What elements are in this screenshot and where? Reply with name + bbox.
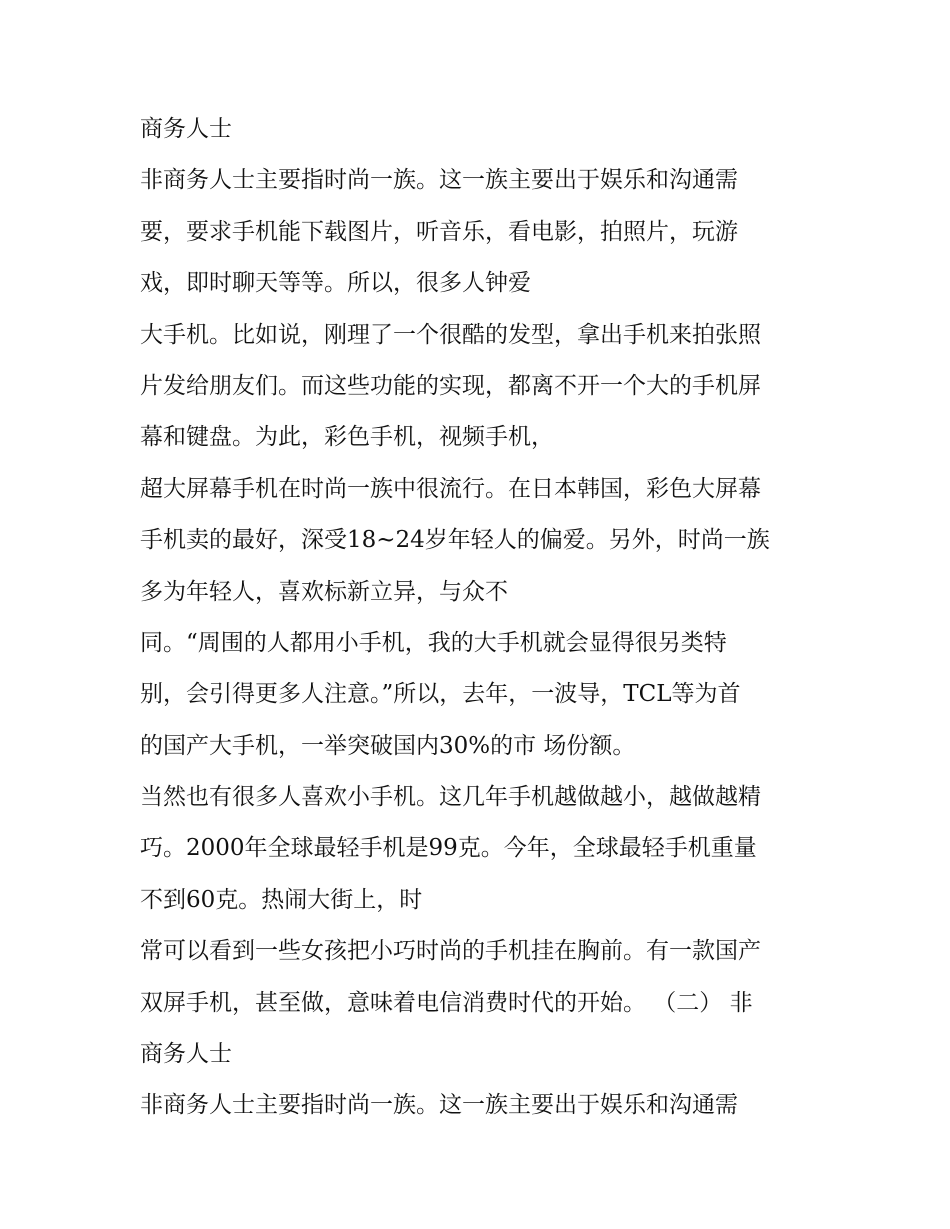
- text-line: 的国产大手机，一举突破国内30%的市 场份额。: [140, 732, 636, 759]
- text-line: 巧。2000年全球最轻手机是99克。今年，全球最轻手机重量: [140, 835, 757, 862]
- text-line: 片发给朋友们。而这些功能的实现，都离不开一个大的手机屏: [140, 372, 761, 399]
- text-line: 超大屏幕手机在时尚一族中很流行。在日本韩国，彩色大屏幕: [140, 475, 761, 502]
- text-line: 同。“周围的人都用小手机，我的大手机就会显得很另类特: [140, 629, 727, 656]
- text-line: 不到60克。热闹大街上，时: [140, 886, 423, 913]
- text-line: 多为年轻人，喜欢标新立异，与众不: [140, 578, 508, 605]
- text-line: 别，会引得更多人注意。”所以，去年，一波导，TCL等为首: [140, 681, 741, 708]
- text-line: 手机卖的最好，深受18~24岁年轻人的偏爱。另外，时尚一族: [140, 527, 770, 554]
- body-text: [140, 108, 820, 1136]
- text-line: 戏，即时聊天等等。所以，很多人钟爱: [140, 270, 531, 297]
- text-line: 常可以看到一些女孩把小巧时尚的手机挂在胸前。有一款国产: [140, 938, 761, 965]
- text-line: 商务人士: [140, 1041, 232, 1068]
- text-line: 非商务人士主要指时尚一族。这一族主要出于娱乐和沟通需: [140, 1092, 738, 1119]
- text-line: 大手机。比如说，刚理了一个很酷的发型，拿出手机来拍张照: [140, 321, 761, 348]
- text-line: 双屏手机，甚至做，意味着电信消费时代的开始。 （二） 非: [140, 989, 753, 1016]
- text-line: 商务人士: [140, 116, 232, 142]
- text-line: 非商务人士主要指时尚一族。这一族主要出于娱乐和沟通需: [140, 167, 738, 194]
- text-line: 要，要求手机能下载图片，听音乐，看电影，拍照片，玩游: [140, 218, 738, 245]
- text-line: 幕和键盘。为此，彩色手机，视频手机，: [140, 424, 554, 451]
- text-line: 当然也有很多人喜欢小手机。这几年手机越做越小，越做越精: [140, 784, 761, 811]
